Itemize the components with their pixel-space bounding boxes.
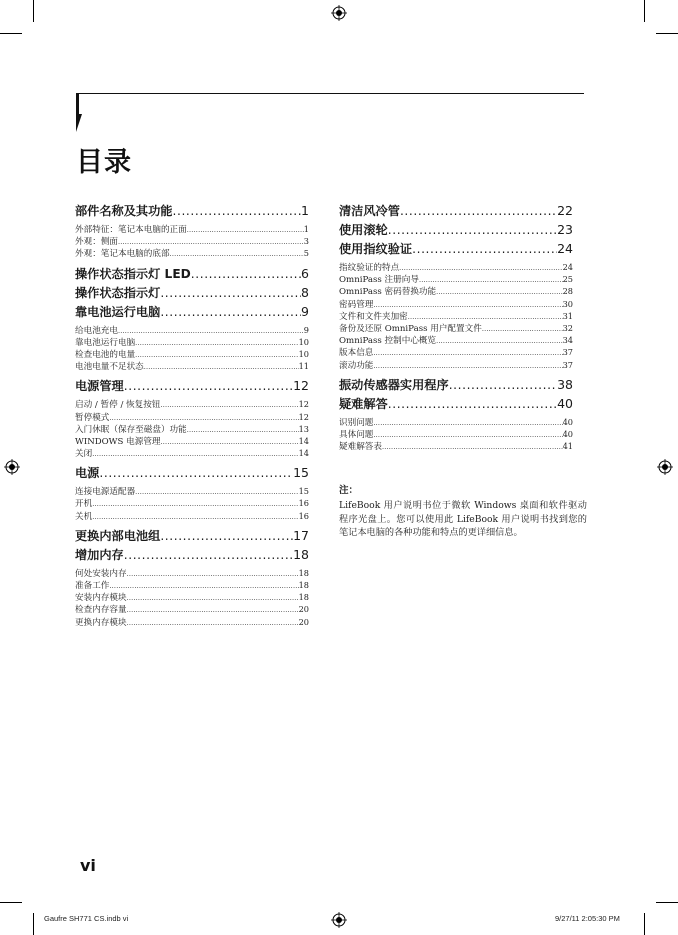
- toc-entry-label: 外观：笔记本电脑的底部: [75, 249, 170, 260]
- toc-entry-page: 22: [557, 203, 573, 218]
- toc-entry-label: 滚动功能: [339, 360, 374, 371]
- toc-chapter-entry[interactable]: [75, 376, 309, 395]
- toc-leader-dots: [173, 202, 302, 221]
- toc-entry-page: 8: [301, 284, 309, 300]
- toc-section-entry[interactable]: [339, 285, 573, 297]
- toc-chapter-entry[interactable]: [339, 239, 573, 258]
- toc-entry-page: 37: [562, 347, 573, 358]
- toc-entry-page: 18: [298, 580, 309, 590]
- toc-entry-page: 28: [562, 286, 573, 297]
- crop-mark: [0, 33, 22, 34]
- toc-entry-label: 暂停模式: [75, 412, 110, 423]
- toc-entry-label: OmniPass 注册向导: [339, 275, 419, 286]
- toc-section-entry[interactable]: [339, 428, 573, 440]
- toc-section-entry[interactable]: [75, 423, 309, 435]
- toc-chapter-entry[interactable]: [75, 302, 309, 321]
- toc-entry-label: 增加内存: [75, 547, 124, 562]
- toc-chapter-entry[interactable]: [339, 201, 573, 220]
- toc-chapter-entry[interactable]: [75, 463, 309, 482]
- toc-entry-label: 外观：侧面: [75, 237, 118, 248]
- toc-leader-dots: [170, 248, 304, 260]
- toc-entry-label: 电源管理: [75, 379, 124, 394]
- toc-chapter-entry[interactable]: [75, 526, 309, 545]
- toc-entry-label: 备份及还原 OmniPass 用户配置文件: [339, 323, 482, 334]
- toc-entry-label: 指纹验证的特点: [339, 263, 400, 273]
- toc-chapter-entry[interactable]: [75, 545, 309, 564]
- toc-entry-label: 连接电源适配器: [75, 487, 136, 498]
- toc-entry-page: 40: [562, 428, 573, 439]
- toc-leader-dots: [99, 464, 293, 483]
- toc-chapter-entry[interactable]: [75, 283, 309, 302]
- toc-section-entry[interactable]: [339, 273, 573, 285]
- toc-entry-label: 靠电池运行电脑: [75, 304, 161, 319]
- toc-section-entry[interactable]: [75, 223, 309, 235]
- toc-section-entry[interactable]: [339, 359, 573, 371]
- toc-entry-page: 23: [557, 222, 573, 237]
- registration-mark-icon: [331, 912, 347, 928]
- toc-entry-label: 密码管理: [339, 299, 374, 310]
- toc-entry-page: 20: [298, 616, 309, 627]
- registration-mark-icon: [4, 459, 20, 475]
- toc-entry-page: 34: [562, 335, 573, 346]
- toc-entry-label: WINDOWS 电源管理: [75, 436, 161, 447]
- toc-section-entry[interactable]: [339, 310, 573, 322]
- toc-leader-dots: [160, 284, 301, 303]
- toc-entry-page: 12: [298, 411, 309, 422]
- page-title: 目录: [76, 147, 132, 178]
- toc-section-entry[interactable]: [75, 591, 309, 603]
- toc-entry-page: 10: [298, 348, 309, 359]
- toc-chapter-entry[interactable]: [75, 264, 309, 283]
- toc-section-entry[interactable]: [339, 346, 573, 358]
- toc-section-entry[interactable]: [75, 360, 309, 372]
- toc-entry-label: 检查内存容量: [75, 605, 127, 616]
- toc-entry-label: 检查电池的电量: [75, 349, 136, 360]
- toc-section-entry[interactable]: [75, 324, 309, 336]
- crop-mark: [33, 913, 34, 935]
- toc-entry-page: 6: [301, 265, 309, 281]
- toc-entry-label: OmniPass 控制中心概览: [339, 336, 437, 347]
- toc-leader-dots: [400, 202, 557, 221]
- toc-entry-page: 38: [557, 376, 573, 392]
- header-wedge: [76, 114, 82, 132]
- toc-entry-label: 识别问题: [339, 417, 374, 428]
- crop-mark: [656, 902, 678, 903]
- toc-section-entry[interactable]: [339, 261, 573, 273]
- toc-section-entry[interactable]: [75, 447, 309, 459]
- toc-leader-dots: [412, 240, 557, 259]
- toc-entry-label: 文件和文件夹加密: [339, 311, 408, 322]
- registration-mark-icon: [331, 5, 347, 21]
- toc-entry-label: 使用指纹验证: [339, 242, 413, 256]
- toc-entry-page: 17: [293, 527, 309, 543]
- toc-section-entry[interactable]: [75, 435, 309, 447]
- toc-leader-dots: [160, 303, 301, 322]
- toc-entry-page: 1: [301, 203, 309, 218]
- toc-entry-label: 靠电池运行电脑: [75, 337, 136, 348]
- toc-entry-page: 12: [298, 399, 309, 410]
- toc-entry-label: 操作状态指示灯 LED: [75, 266, 191, 281]
- toc-leader-dots: [382, 441, 563, 453]
- toc-section-entry[interactable]: [339, 322, 573, 334]
- toc-leader-dots: [388, 395, 557, 414]
- toc-leader-dots: [191, 265, 301, 284]
- toc-section-entry[interactable]: [339, 298, 573, 310]
- toc-entry-label: 给电池充电: [75, 325, 118, 336]
- toc-section-entry[interactable]: [75, 398, 309, 410]
- toc-entry-page: 11: [298, 361, 309, 372]
- toc-section-entry[interactable]: [75, 235, 309, 247]
- toc-leader-dots: [373, 360, 562, 372]
- toc-entry-page: 9: [301, 303, 309, 319]
- header-rule: [77, 93, 584, 94]
- toc-entry-page: 25: [562, 274, 573, 285]
- toc-section-entry[interactable]: [75, 579, 309, 591]
- toc-entry-page: 41: [562, 441, 573, 452]
- toc-chapter-entry[interactable]: [339, 394, 573, 413]
- toc-entry-page: 15: [293, 465, 309, 481]
- crop-mark: [33, 0, 34, 22]
- toc-entry-label: 安装内存模块: [75, 593, 127, 604]
- toc-leader-dots: [449, 376, 557, 395]
- toc-leader-dots: [160, 527, 293, 546]
- toc-section-entry[interactable]: [75, 603, 309, 615]
- toc-entry-label: 操作状态指示灯: [75, 285, 161, 300]
- toc-section-entry[interactable]: [75, 411, 309, 423]
- toc-entry-page: 24: [562, 262, 573, 272]
- toc-right-column: [339, 201, 573, 452]
- toc-entry-page: 24: [557, 241, 573, 256]
- toc-entry-page: 20: [298, 604, 309, 615]
- toc-entry-label: 关闭: [75, 449, 93, 460]
- toc-entry-page: 40: [562, 416, 573, 427]
- toc-left-column: [75, 201, 309, 628]
- toc-entry-label: 版本信息: [339, 348, 374, 359]
- toc-entry-page: 14: [298, 448, 309, 459]
- toc-section-entry[interactable]: [75, 247, 309, 259]
- toc-section-entry[interactable]: [339, 334, 573, 346]
- toc-entry-label: 更换内部电池组: [75, 528, 161, 543]
- toc-entry-page: 18: [298, 567, 309, 578]
- toc-leader-dots: [388, 221, 557, 240]
- toc-entry-page: 5: [303, 248, 309, 259]
- toc-entry-label: 准备工作: [75, 581, 110, 591]
- toc-entry-page: 18: [298, 592, 309, 603]
- toc-chapter-entry[interactable]: [339, 375, 573, 394]
- toc-entry-label: 更换内存模块: [75, 617, 127, 628]
- toc-chapter-entry[interactable]: [75, 201, 309, 220]
- header-bar: [76, 93, 79, 115]
- crop-mark: [656, 33, 678, 34]
- toc-entry-page: 16: [298, 510, 309, 521]
- toc-entry-label: 振动传感器实用程序: [339, 377, 449, 392]
- toc-entry-label: 具体问题: [339, 429, 374, 440]
- toc-entry-label: OmniPass 密码替换功能: [339, 287, 437, 298]
- toc-leader-dots: [92, 448, 298, 460]
- toc-entry-label: 使用滚轮: [339, 223, 388, 237]
- toc-entry-label: 何处安装内存: [75, 568, 127, 579]
- toc-entry-label: 疑难解答表: [339, 442, 382, 453]
- toc-entry-label: 开机: [75, 499, 93, 510]
- toc-entry-label: 部件名称及其功能: [75, 204, 173, 218]
- toc-entry-page: 16: [298, 498, 309, 509]
- crop-mark: [644, 913, 645, 935]
- note-body: LifeBook 用户说明书位于微软 Windows 桌面和软件驱动程序光盘上。您可以使用此 LifeBook 用户说明书找到您的笔记本电脑的各种功能和特点的更详细信息。: [339, 500, 587, 539]
- registration-mark-icon: [657, 459, 673, 475]
- toc-leader-dots: [92, 511, 298, 523]
- toc-section-entry[interactable]: [75, 485, 309, 497]
- note-box: [339, 484, 587, 540]
- toc-entry-page: 1: [303, 224, 309, 234]
- toc-chapter-entry[interactable]: [339, 220, 573, 239]
- toc-section-entry[interactable]: [75, 336, 309, 348]
- toc-entry-label: 电源: [75, 466, 100, 481]
- toc-section-entry[interactable]: [75, 616, 309, 628]
- toc-entry-page: 37: [562, 359, 573, 370]
- toc-entry-page: 15: [298, 486, 309, 497]
- crop-mark: [0, 902, 22, 903]
- toc-entry-page: 40: [557, 395, 573, 411]
- toc-entry-label: 疑难解答: [339, 396, 388, 411]
- toc-entry-label: 清洁风冷管: [339, 204, 400, 218]
- toc-leader-dots: [144, 361, 299, 373]
- toc-section-entry[interactable]: [75, 567, 309, 579]
- toc-entry-page: 13: [298, 423, 309, 434]
- toc-entry-page: 32: [562, 322, 573, 333]
- crop-mark: [644, 0, 645, 22]
- toc-entry-page: 12: [293, 378, 309, 394]
- toc-entry-label: 入门休眠（保存至磁盘）功能: [75, 424, 187, 435]
- toc-entry-label: 启动 / 暂停 / 恢复按钮: [75, 400, 161, 411]
- page-number: vi: [80, 856, 96, 875]
- toc-entry-label: 电池电量不足状态: [75, 362, 144, 373]
- toc-leader-dots: [124, 546, 293, 565]
- toc-leader-dots: [127, 617, 299, 629]
- toc-section-entry[interactable]: [339, 416, 573, 428]
- toc-section-entry[interactable]: [75, 510, 309, 522]
- toc-entry-page: 14: [298, 435, 309, 446]
- slug-timestamp: 9/27/11 2:05:30 PM: [555, 914, 620, 923]
- toc-entry-page: 30: [562, 298, 573, 309]
- toc-entry-label: 外部特征：笔记本电脑的正面: [75, 225, 187, 235]
- toc-section-entry[interactable]: [339, 440, 573, 452]
- toc-entry-page: 3: [303, 236, 309, 247]
- toc-entry-page: 31: [562, 310, 573, 321]
- toc-entry-page: 9: [303, 324, 309, 335]
- toc-section-entry[interactable]: [75, 497, 309, 509]
- toc-entry-label: 关机: [75, 511, 93, 522]
- toc-leader-dots: [124, 377, 293, 396]
- note-title: 注：: [339, 485, 359, 496]
- toc-section-entry[interactable]: [75, 348, 309, 360]
- toc-entry-page: 18: [293, 546, 309, 562]
- toc-entry-page: 10: [298, 336, 309, 347]
- slug-file: Gaufre SH771 CS.indb vi: [44, 914, 129, 923]
